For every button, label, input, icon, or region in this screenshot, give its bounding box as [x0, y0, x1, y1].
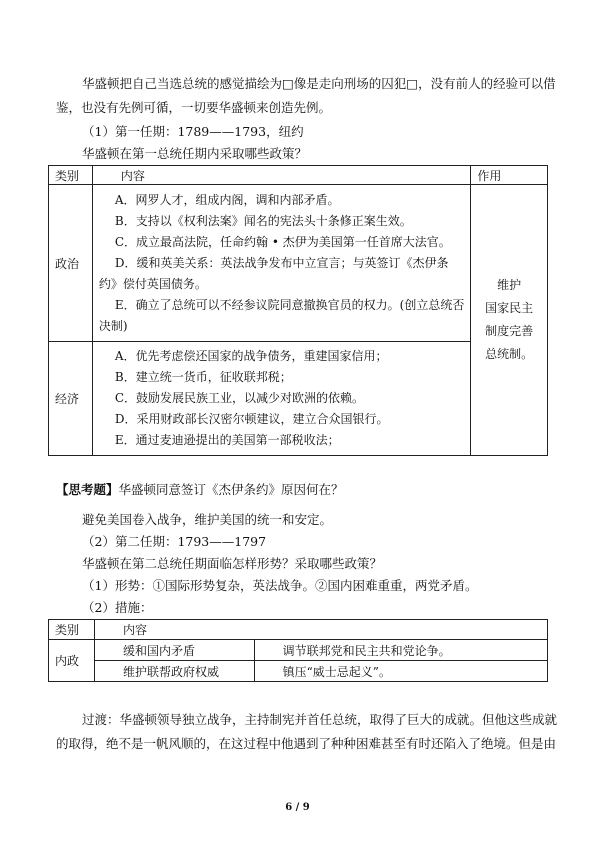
term2-heading: （2）第二任期：1793——1797	[82, 534, 267, 549]
politics-content-cell	[92, 185, 470, 342]
politics-item-d: D．缓和英美关系：英法战争发布中立宣言；与英签订《杰伊条	[114, 255, 449, 270]
table1-header-effect: 作用	[471, 166, 548, 185]
table2-header-category: 类别	[49, 620, 95, 640]
intro-line-1: 华盛顿把自己当选总统的感觉描绘为□像是走向刑场的囚犯□，没有前人的经验可以借	[82, 76, 556, 91]
think-label: 【思考题】	[56, 482, 119, 497]
transition-line-1: 过渡：华盛顿领导独立战争，主持制宪并首任总统，取得了巨大的成就。但他这些成就	[82, 712, 558, 727]
effect-line-4: 总统制。	[485, 347, 534, 361]
intro-line-2: 鉴，也没有先例可循，一切要华盛顿来创造先例。	[56, 100, 332, 115]
politics-item-e-cont: 决制)	[98, 318, 128, 333]
economy-content-cell	[92, 342, 470, 456]
table2-row2-action: 镇压“威士忌起义”。	[254, 661, 547, 682]
politics-item-a: A．网罗人才，组成内阁，调和内部矛盾。	[114, 192, 340, 207]
table2-row2-issue: 维护联帮政府权威	[94, 661, 254, 682]
effect-line-1: 维护	[497, 278, 522, 292]
measures-table-term2	[48, 619, 548, 682]
economy-item-b: B．建立统一货币，征收联邦税；	[114, 370, 292, 384]
economy-item-c: C．鼓励发展民族工业，以减少对欧洲的依赖。	[114, 391, 365, 405]
table1-header-content: 内容	[92, 166, 470, 185]
situation-text: （1）形势：①国际形势复杂，英法战争。②国内困难重重，两党矛盾。	[82, 578, 478, 593]
economy-item-d: D．采用财政部长汉密尔顿建议，建立合众国银行。	[114, 412, 389, 426]
effect-cell	[471, 185, 548, 456]
table2-row1-action: 调节联邦党和民主共和党论争。	[254, 640, 547, 661]
politics-category-cell: 政治	[49, 185, 93, 342]
table2-row1-issue: 缓和国内矛盾	[94, 640, 254, 661]
economy-item-a: A．优先考虑偿还国家的战争债务，重建国家信用；	[114, 349, 388, 363]
think-question: 华盛顿同意签订《杰伊条约》原因何在？	[118, 482, 344, 497]
term2-question: 华盛顿在第二总统任期面临怎样形势？采取哪些政策？	[82, 556, 383, 571]
politics-item-d-cont: 约》偿付英国债务。	[98, 276, 207, 291]
table1-header-category: 类别	[49, 166, 93, 185]
effect-line-3: 制度完善	[485, 324, 534, 338]
effect-line-2: 国家民主	[485, 301, 534, 315]
think-question-line	[56, 480, 344, 500]
table2-category-cell: 内政	[49, 640, 95, 682]
politics-item-e: E．确立了总统可以不经参议院同意撤换官员的权力。(创立总统否	[114, 297, 465, 312]
table2-header-content: 内容	[94, 620, 547, 640]
measures-heading: （2）措施：	[82, 600, 153, 615]
politics-item-c: C．成立最高法院，任命约翰 • 杰伊为美国第一任首席大法官。	[114, 234, 451, 249]
page-number: 6 / 9	[285, 802, 310, 813]
economy-item-e: E．通过麦迪逊提出的美国第一部税收法；	[114, 433, 340, 447]
economy-category-cell: 经济	[49, 342, 93, 456]
term1-question: 华盛顿在第一总统任期内采取哪些政策？	[82, 146, 308, 161]
term1-heading: （1）第一任期：1789——1793，纽约	[82, 124, 304, 139]
policy-table-term1	[48, 165, 548, 456]
think-answer: 避免美国卷入战争，维护美国的统一和安定。	[82, 512, 333, 527]
politics-item-b: B．支持以《权利法案》闻名的宪法头十条修正案生效。	[114, 213, 412, 228]
transition-line-2: 的取得，绝不是一帆风顺的，在这过程中他遇到了种种困难甚至有时还陷入了绝境。但是由	[56, 736, 557, 751]
